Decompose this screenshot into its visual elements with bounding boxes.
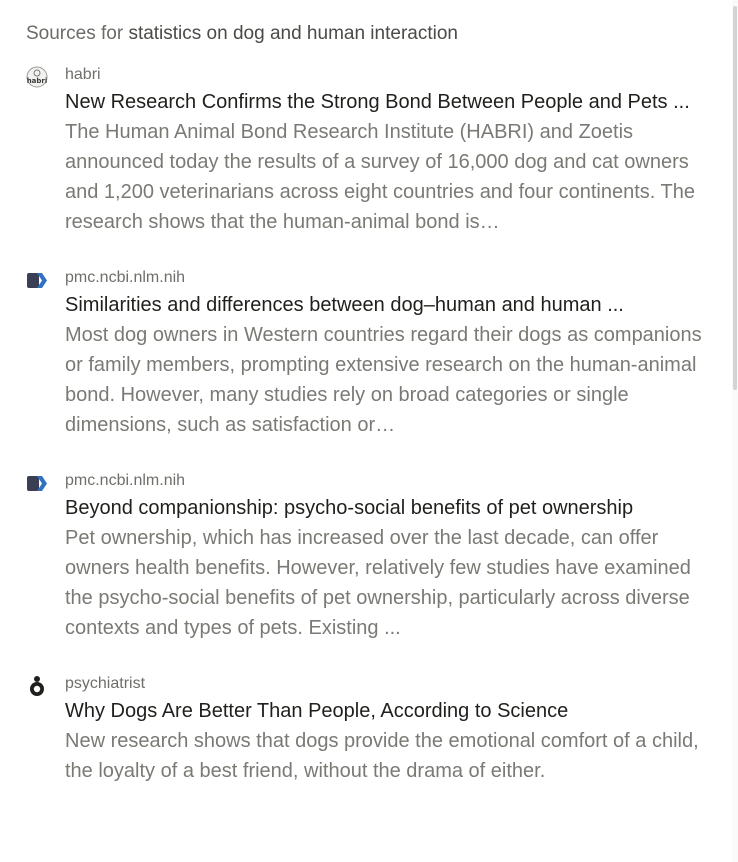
- result-snippet: Most dog owners in Western countries regard their dogs as companions or family members, prompting extensive research on the human-animal bond. However, many studies rely on broad categories or single dimensions, such as satisfaction or…: [65, 324, 702, 436]
- result-title[interactable]: Beyond companionship: psycho-social benefits of pet ownership: [65, 497, 634, 519]
- svg-text:habri: habri: [26, 77, 48, 85]
- result-domain: pmc.ncbi.nlm.nih: [65, 269, 186, 286]
- source-result[interactable]: [26, 267, 705, 440]
- source-result[interactable]: [26, 64, 705, 237]
- result-title[interactable]: Why Dogs Are Better Than People, According to Science: [65, 700, 569, 722]
- result-domain: pmc.ncbi.nlm.nih: [65, 472, 186, 489]
- source-result[interactable]: [26, 673, 705, 786]
- pmc-logo-icon: [26, 269, 48, 291]
- source-result[interactable]: [26, 470, 705, 643]
- result-title[interactable]: Similarities and differences between dog–human and human ...: [65, 294, 624, 316]
- scrollbar[interactable]: [732, 0, 738, 862]
- result-snippet: New research shows that dogs provide the emotional comfort of a child, the loyalty of a best friend, without the drama of either.: [65, 730, 699, 782]
- habri-logo-icon: [26, 66, 48, 88]
- result-domain: psychiatrist: [65, 675, 146, 692]
- header-query: statistics on dog and human interaction: [128, 23, 458, 44]
- header-prefix: Sources for: [26, 23, 129, 44]
- result-domain: habri: [65, 66, 101, 83]
- psychiatrist-logo-icon: [26, 675, 48, 697]
- pmc-logo-icon: [26, 472, 48, 494]
- result-snippet: Pet ownership, which has increased over the last decade, can offer owners health benefits. However, relatively few studies have examined the psycho-social benefits of pet ownership, particularly across diverse contexts and types of pets. Existing ...: [65, 527, 691, 639]
- scrollbar-thumb[interactable]: [733, 6, 737, 390]
- results-list: [26, 64, 738, 786]
- sources-header: [26, 22, 738, 46]
- result-title[interactable]: New Research Confirms the Strong Bond Between People and Pets ...: [65, 91, 690, 113]
- result-snippet: The Human Animal Bond Research Institute (HABRI) and Zoetis announced today the results of a survey of 16,000 dog and cat owners and 1,200 veterinarians across eight countries and four continents. The research shows that the human-animal bond is…: [65, 121, 696, 233]
